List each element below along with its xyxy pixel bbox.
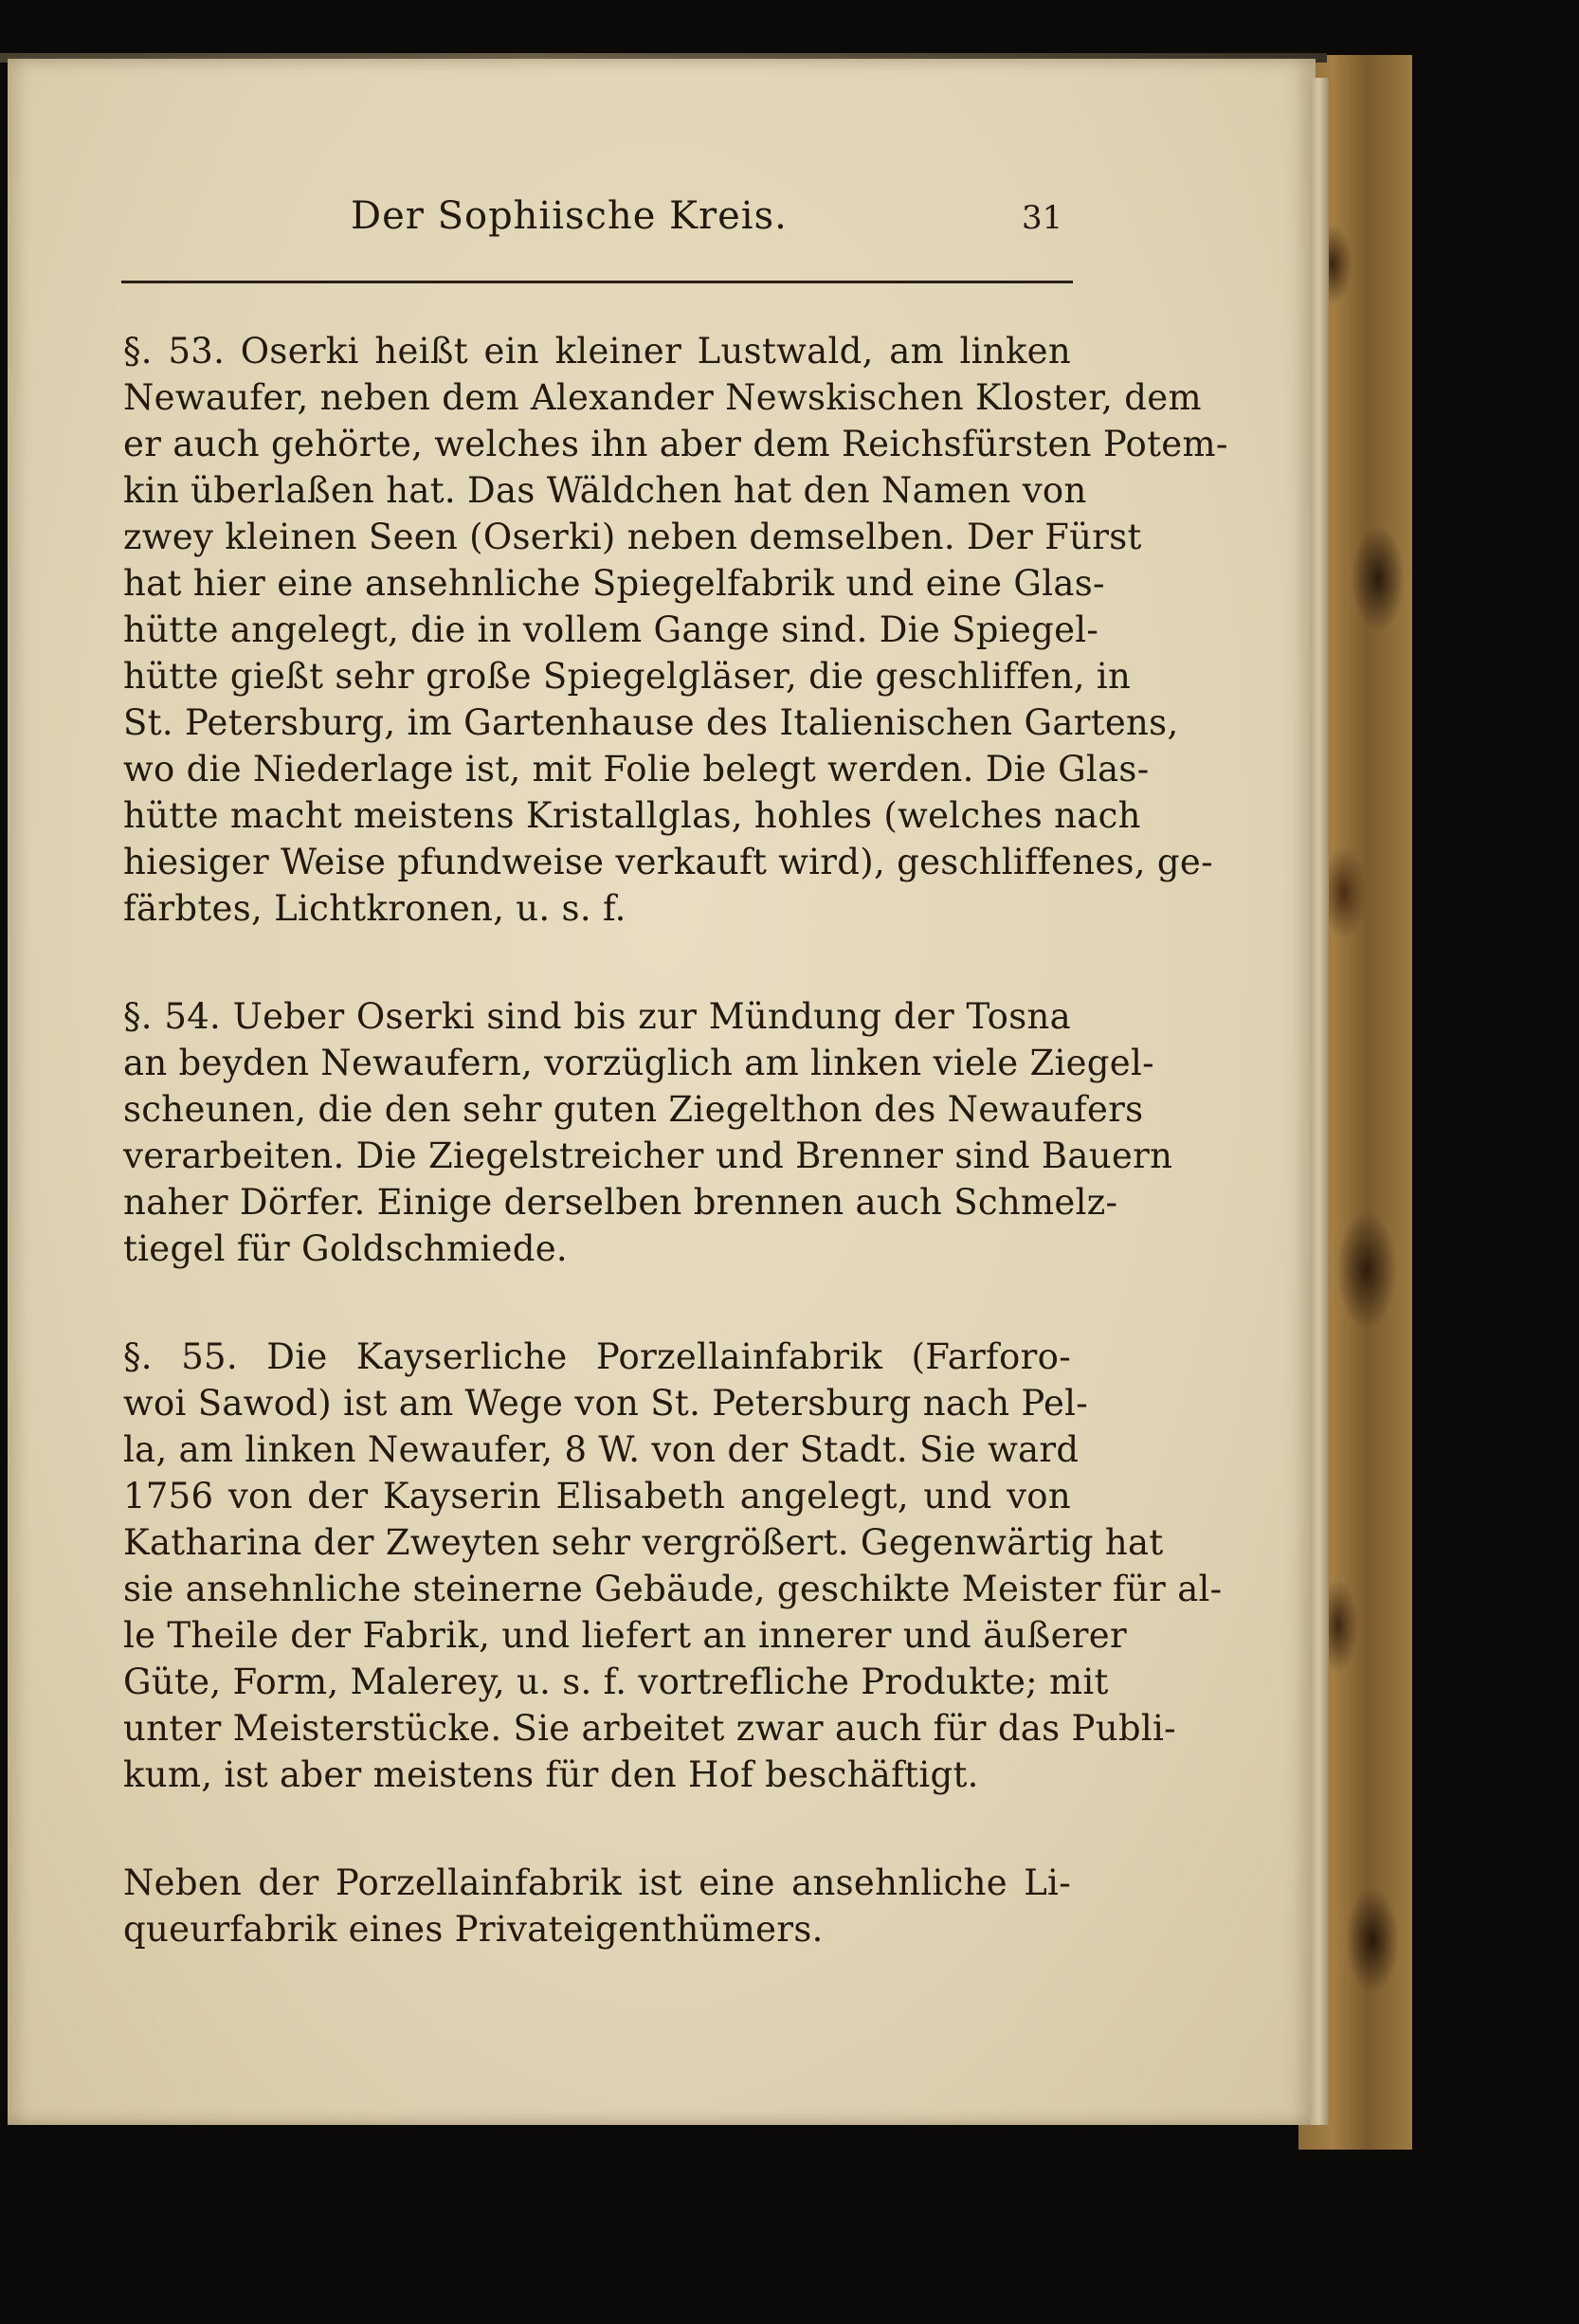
text-line: §. 55. Die Kayserliche Porzellainfabrik (Farforo- <box>123 1336 1071 1377</box>
text-line: unter Meisterstücke. Sie arbeitet zwar auch für das Publi- <box>123 1708 1176 1749</box>
text-line: la, am linken Newaufer, 8 W. von der Stadt. Sie ward <box>123 1429 1080 1470</box>
header-rule <box>121 281 1073 283</box>
text-line: kum, ist aber meistens für den Hof beschäftigt. <box>123 1754 979 1795</box>
text-line: hat hier eine ansehnliche Spiegelfabrik und eine Glas- <box>123 563 1105 604</box>
text-line: scheunen, die den sehr guten Ziegelthon des Newaufers <box>123 1089 1144 1130</box>
text-line: hiesiger Weise pfundweise verkauft wird), geschliffenes, ge- <box>123 842 1213 882</box>
text-line: hütte gießt sehr große Spiegelgläser, die geschliffen, in <box>123 656 1132 697</box>
text-line: zwey kleinen Seen (Oserki) neben demselben. Der Fürst <box>123 517 1142 557</box>
text-line: färbtes, Lichtkronen, u. s. f. <box>123 888 626 929</box>
text-line: St. Petersburg, im Gartenhause des Italienischen Gartens, <box>123 702 1179 743</box>
running-head-title: Der Sophiische Kreis. <box>351 194 788 238</box>
text-line: wo die Niederlage ist, mit Folie belegt werden. Die Glas- <box>123 749 1150 790</box>
text-line: verarbeiten. Die Ziegelstreicher und Brenner sind Bauern <box>123 1135 1173 1176</box>
page-fore-edge <box>1310 78 1329 2125</box>
text-line: Katharina der Zweyten sehr vergrößert. Gegenwärtig hat <box>123 1522 1164 1563</box>
page-number: 31 <box>1022 199 1063 237</box>
text-line: hütte angelegt, die in vollem Gange sind. Die Spiegel- <box>123 609 1099 650</box>
text-line: §. 54. Ueber Oserki sind bis zur Mündung der Tosna <box>123 996 1071 1037</box>
text-line: le Theile der Fabrik, und liefert an innerer und äußerer <box>123 1615 1127 1656</box>
text-line: woi Sawod) ist am Wege von St. Petersburg nach Pel- <box>123 1383 1089 1424</box>
text-line: er auch gehörte, welches ihn aber dem Reichsfürsten Potem- <box>123 424 1228 464</box>
text-line: queurfabrik eines Privateigenthümers. <box>123 1909 824 1950</box>
text-line: Newaufer, neben dem Alexander Newskischen Kloster, dem <box>123 377 1202 418</box>
text-line: hütte macht meistens Kristallglas, hohles (welches nach <box>123 795 1141 836</box>
text-line: naher Dörfer. Einige derselben brennen auch Schmelz- <box>123 1182 1118 1223</box>
text-line: Güte, Form, Malerey, u. s. f. vortrefliche Produkte; mit <box>123 1661 1109 1702</box>
text-line: tiegel für Goldschmiede. <box>123 1228 568 1269</box>
text-line: sie ansehnliche steinerne Gebäude, geschikte Meister für al- <box>123 1569 1223 1609</box>
text-line: an beyden Newaufern, vorzüglich am linken viele Ziegel- <box>123 1043 1154 1083</box>
text-line: kin überlaßen hat. Das Wäldchen hat den Namen von <box>123 470 1087 511</box>
text-line: 1756 von der Kayserin Elisabeth angelegt, und von <box>123 1476 1071 1516</box>
text-line: §. 53. Oserki heißt ein kleiner Lustwald, am linken <box>123 331 1071 372</box>
text-line: Neben der Porzellainfabrik ist eine ansehnliche Li- <box>123 1862 1071 1903</box>
